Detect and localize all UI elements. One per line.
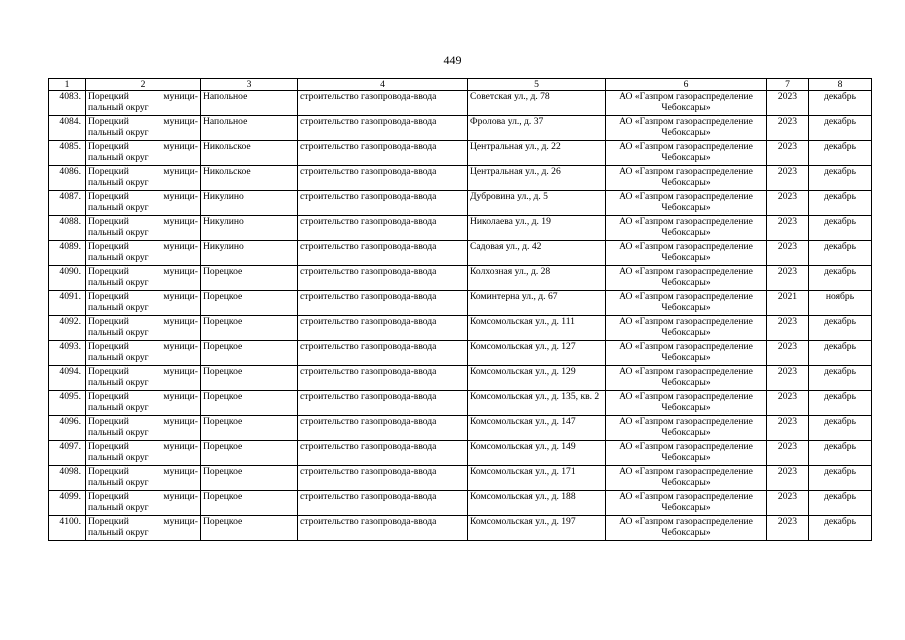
address-cell: Фролова ул., д. 37: [468, 116, 606, 141]
district-cell: [86, 341, 201, 366]
work-type-cell: строительство газопровода-ввода: [298, 241, 468, 266]
month-cell: декабрь: [809, 466, 872, 491]
table-row: [49, 391, 872, 416]
year-cell: 2023: [767, 341, 809, 366]
organization-name: АО «Газпром газораспределение: [619, 466, 753, 477]
year-cell: 2023: [767, 216, 809, 241]
month-cell: декабрь: [809, 141, 872, 166]
table-row: [49, 466, 872, 491]
district-word-part: муници-: [163, 241, 198, 252]
organization-cell: [606, 416, 767, 441]
table-row: [49, 216, 872, 241]
work-type-cell: строительство газопровода-ввода: [298, 416, 468, 441]
table-row: [49, 241, 872, 266]
district-cell: [86, 241, 201, 266]
row-number: 4099.: [49, 491, 86, 516]
organization-cell: [606, 91, 767, 116]
organization-name: АО «Газпром газораспределение: [619, 141, 753, 152]
row-number: 4092.: [49, 316, 86, 341]
table-row: [49, 166, 872, 191]
district-cell: [86, 391, 201, 416]
village-cell: Никулино: [201, 241, 298, 266]
district-word-rest: пальный округ: [88, 102, 149, 113]
month-cell: декабрь: [809, 516, 872, 541]
village-cell: Напольное: [201, 91, 298, 116]
month-cell: декабрь: [809, 241, 872, 266]
month-cell: декабрь: [809, 391, 872, 416]
year-cell: 2023: [767, 416, 809, 441]
district-name: Порецкий: [88, 316, 129, 327]
district-cell: [86, 191, 201, 216]
month-cell: декабрь: [809, 266, 872, 291]
organization-name: АО «Газпром газораспределение: [619, 416, 753, 427]
column-header: 5: [468, 79, 606, 91]
district-cell: [86, 316, 201, 341]
work-type-cell: строительство газопровода-ввода: [298, 91, 468, 116]
address-cell: Центральная ул., д. 22: [468, 141, 606, 166]
work-type-cell: строительство газопровода-ввода: [298, 466, 468, 491]
column-header: 6: [606, 79, 767, 91]
organization-city: Чебоксары»: [661, 477, 711, 488]
organization-cell: [606, 466, 767, 491]
village-cell: Порецкое: [201, 466, 298, 491]
district-cell: [86, 141, 201, 166]
row-number: 4097.: [49, 441, 86, 466]
organization-city: Чебоксары»: [661, 327, 711, 338]
address-cell: Николаева ул., д. 19: [468, 216, 606, 241]
column-header: 3: [201, 79, 298, 91]
work-type-cell: строительство газопровода-ввода: [298, 266, 468, 291]
gas-works-table: [48, 78, 872, 541]
organization-city: Чебоксары»: [661, 252, 711, 263]
row-number: 4094.: [49, 366, 86, 391]
page-number: 449: [443, 53, 462, 67]
row-number: 4098.: [49, 466, 86, 491]
district-word-part: муници-: [163, 366, 198, 377]
table-row: [49, 441, 872, 466]
organization-city: Чебоксары»: [661, 152, 711, 163]
organization-city: Чебоксары»: [661, 177, 711, 188]
district-word-part: муници-: [163, 216, 198, 227]
year-cell: 2023: [767, 491, 809, 516]
work-type-cell: строительство газопровода-ввода: [298, 166, 468, 191]
organization-city: Чебоксары»: [661, 202, 711, 213]
work-type-cell: строительство газопровода-ввода: [298, 391, 468, 416]
organization-cell: [606, 266, 767, 291]
organization-cell: [606, 391, 767, 416]
row-number: 4086.: [49, 166, 86, 191]
district-cell: [86, 216, 201, 241]
village-cell: Порецкое: [201, 341, 298, 366]
year-cell: 2023: [767, 466, 809, 491]
year-cell: 2023: [767, 441, 809, 466]
address-cell: Коминтерна ул., д. 67: [468, 291, 606, 316]
district-cell: [86, 466, 201, 491]
organization-cell: [606, 441, 767, 466]
district-name: Порецкий: [88, 266, 129, 277]
work-type-cell: строительство газопровода-ввода: [298, 291, 468, 316]
work-type-cell: строительство газопровода-ввода: [298, 316, 468, 341]
table-row: [49, 191, 872, 216]
address-cell: Комсомольская ул., д. 147: [468, 416, 606, 441]
organization-city: Чебоксары»: [661, 352, 711, 363]
month-cell: декабрь: [809, 91, 872, 116]
district-name: Порецкий: [88, 491, 129, 502]
address-cell: Колхозная ул., д. 28: [468, 266, 606, 291]
work-type-cell: строительство газопровода-ввода: [298, 341, 468, 366]
district-word-part: муници-: [163, 491, 198, 502]
district-cell: [86, 116, 201, 141]
table-row: [49, 341, 872, 366]
month-cell: декабрь: [809, 316, 872, 341]
table-row: [49, 266, 872, 291]
address-cell: Садовая ул., д. 42: [468, 241, 606, 266]
table-row: [49, 316, 872, 341]
table-row: [49, 516, 872, 541]
district-cell: [86, 291, 201, 316]
month-cell: декабрь: [809, 366, 872, 391]
district-word-rest: пальный округ: [88, 327, 149, 338]
district-name: Порецкий: [88, 416, 129, 427]
district-word-rest: пальный округ: [88, 527, 149, 538]
organization-name: АО «Газпром газораспределение: [619, 241, 753, 252]
organization-city: Чебоксары»: [661, 377, 711, 388]
month-cell: декабрь: [809, 166, 872, 191]
address-cell: Комсомольская ул., д. 127: [468, 341, 606, 366]
organization-city: Чебоксары»: [661, 402, 711, 413]
organization-city: Чебоксары»: [661, 452, 711, 463]
organization-name: АО «Газпром газораспределение: [619, 266, 753, 277]
address-cell: Комсомольская ул., д. 149: [468, 441, 606, 466]
district-word-part: муници-: [163, 441, 198, 452]
column-header: 7: [767, 79, 809, 91]
organization-city: Чебоксары»: [661, 227, 711, 238]
organization-name: АО «Газпром газораспределение: [619, 166, 753, 177]
district-word-rest: пальный округ: [88, 177, 149, 188]
district-word-rest: пальный округ: [88, 377, 149, 388]
organization-name: АО «Газпром газораспределение: [619, 116, 753, 127]
village-cell: Порецкое: [201, 391, 298, 416]
village-cell: Порецкое: [201, 366, 298, 391]
address-cell: Комсомольская ул., д. 188: [468, 491, 606, 516]
district-word-rest: пальный округ: [88, 152, 149, 163]
district-cell: [86, 166, 201, 191]
organization-name: АО «Газпром газораспределение: [619, 316, 753, 327]
organization-cell: [606, 166, 767, 191]
organization-city: Чебоксары»: [661, 127, 711, 138]
table-row: [49, 141, 872, 166]
village-cell: Порецкое: [201, 416, 298, 441]
district-name: Порецкий: [88, 516, 129, 527]
work-type-cell: строительство газопровода-ввода: [298, 141, 468, 166]
row-number: 4083.: [49, 91, 86, 116]
district-word-part: муници-: [163, 91, 198, 102]
district-cell: [86, 366, 201, 391]
work-type-cell: строительство газопровода-ввода: [298, 516, 468, 541]
year-cell: 2023: [767, 141, 809, 166]
address-cell: Дубровина ул., д. 5: [468, 191, 606, 216]
row-number: 4090.: [49, 266, 86, 291]
district-word-rest: пальный округ: [88, 402, 149, 413]
table-row: [49, 116, 872, 141]
organization-cell: [606, 141, 767, 166]
village-cell: Порецкое: [201, 316, 298, 341]
district-name: Порецкий: [88, 441, 129, 452]
district-name: Порецкий: [88, 366, 129, 377]
district-word-part: муници-: [163, 391, 198, 402]
year-cell: 2023: [767, 91, 809, 116]
month-cell: декабрь: [809, 441, 872, 466]
village-cell: Никулино: [201, 216, 298, 241]
organization-city: Чебоксары»: [661, 427, 711, 438]
row-number: 4087.: [49, 191, 86, 216]
month-cell: декабрь: [809, 491, 872, 516]
organization-name: АО «Газпром газораспределение: [619, 191, 753, 202]
village-cell: Порецкое: [201, 491, 298, 516]
village-cell: Никольское: [201, 166, 298, 191]
organization-name: АО «Газпром газораспределение: [619, 391, 753, 402]
month-cell: декабрь: [809, 216, 872, 241]
row-number: 4088.: [49, 216, 86, 241]
district-cell: [86, 441, 201, 466]
organization-city: Чебоксары»: [661, 102, 711, 113]
district-word-rest: пальный округ: [88, 302, 149, 313]
organization-cell: [606, 241, 767, 266]
row-number: 4089.: [49, 241, 86, 266]
month-cell: ноябрь: [809, 291, 872, 316]
district-word-rest: пальный округ: [88, 227, 149, 238]
district-name: Порецкий: [88, 116, 129, 127]
year-cell: 2023: [767, 316, 809, 341]
row-number: 4096.: [49, 416, 86, 441]
district-word-rest: пальный округ: [88, 427, 149, 438]
organization-name: АО «Газпром газораспределение: [619, 91, 753, 102]
year-cell: 2023: [767, 191, 809, 216]
organization-cell: [606, 291, 767, 316]
row-number: 4084.: [49, 116, 86, 141]
village-cell: Напольное: [201, 116, 298, 141]
table-row: [49, 491, 872, 516]
column-header: 2: [86, 79, 201, 91]
organization-cell: [606, 366, 767, 391]
village-cell: Порецкое: [201, 441, 298, 466]
row-number: 4091.: [49, 291, 86, 316]
year-cell: 2023: [767, 516, 809, 541]
organization-city: Чебоксары»: [661, 277, 711, 288]
district-word-rest: пальный округ: [88, 277, 149, 288]
row-number: 4100.: [49, 516, 86, 541]
work-type-cell: строительство газопровода-ввода: [298, 216, 468, 241]
organization-cell: [606, 316, 767, 341]
district-word-part: муници-: [163, 141, 198, 152]
organization-city: Чебоксары»: [661, 502, 711, 513]
work-type-cell: строительство газопровода-ввода: [298, 366, 468, 391]
district-word-rest: пальный округ: [88, 127, 149, 138]
district-name: Порецкий: [88, 241, 129, 252]
district-cell: [86, 91, 201, 116]
month-cell: декабрь: [809, 416, 872, 441]
district-word-part: муници-: [163, 191, 198, 202]
district-word-part: муници-: [163, 416, 198, 427]
village-cell: Порецкое: [201, 266, 298, 291]
year-cell: 2023: [767, 166, 809, 191]
work-type-cell: строительство газопровода-ввода: [298, 191, 468, 216]
column-header: 1: [49, 79, 86, 91]
organization-city: Чебоксары»: [661, 302, 711, 313]
district-name: Порецкий: [88, 341, 129, 352]
organization-cell: [606, 341, 767, 366]
village-cell: Никольское: [201, 141, 298, 166]
address-cell: Советская ул., д. 78: [468, 91, 606, 116]
district-word-part: муници-: [163, 266, 198, 277]
organization-name: АО «Газпром газораспределение: [619, 341, 753, 352]
column-header: 4: [298, 79, 468, 91]
village-cell: Порецкое: [201, 291, 298, 316]
district-cell: [86, 491, 201, 516]
work-type-cell: строительство газопровода-ввода: [298, 491, 468, 516]
address-cell: Комсомольская ул., д. 171: [468, 466, 606, 491]
district-name: Порецкий: [88, 166, 129, 177]
address-cell: Комсомольская ул., д. 111: [468, 316, 606, 341]
table-row: [49, 366, 872, 391]
column-header: 8: [809, 79, 872, 91]
village-cell: Порецкое: [201, 516, 298, 541]
district-word-part: муници-: [163, 341, 198, 352]
district-word-part: муници-: [163, 291, 198, 302]
district-cell: [86, 416, 201, 441]
organization-name: АО «Газпром газораспределение: [619, 216, 753, 227]
organization-cell: [606, 116, 767, 141]
district-word-part: муници-: [163, 316, 198, 327]
district-word-part: муници-: [163, 516, 198, 527]
month-cell: декабрь: [809, 191, 872, 216]
table-body: [49, 91, 872, 541]
district-name: Порецкий: [88, 291, 129, 302]
district-word-rest: пальный округ: [88, 352, 149, 363]
address-cell: Комсомольская ул., д. 135, кв. 2: [468, 391, 606, 416]
organization-name: АО «Газпром газораспределение: [619, 491, 753, 502]
district-word-rest: пальный округ: [88, 202, 149, 213]
organization-cell: [606, 191, 767, 216]
district-word-rest: пальный округ: [88, 452, 149, 463]
district-word-part: муници-: [163, 466, 198, 477]
organization-name: АО «Газпром газораспределение: [619, 516, 753, 527]
organization-cell: [606, 491, 767, 516]
table-row: [49, 416, 872, 441]
district-name: Порецкий: [88, 466, 129, 477]
district-name: Порецкий: [88, 216, 129, 227]
district-name: Порецкий: [88, 391, 129, 402]
address-cell: Центральная ул., д. 26: [468, 166, 606, 191]
organization-cell: [606, 516, 767, 541]
district-cell: [86, 266, 201, 291]
table-row: [49, 91, 872, 116]
work-type-cell: строительство газопровода-ввода: [298, 116, 468, 141]
district-name: Порецкий: [88, 91, 129, 102]
year-cell: 2023: [767, 116, 809, 141]
header-row: [49, 79, 872, 91]
row-number: 4095.: [49, 391, 86, 416]
month-cell: декабрь: [809, 341, 872, 366]
address-cell: Комсомольская ул., д. 197: [468, 516, 606, 541]
year-cell: 2023: [767, 391, 809, 416]
row-number: 4093.: [49, 341, 86, 366]
district-word-rest: пальный округ: [88, 502, 149, 513]
district-name: Порецкий: [88, 191, 129, 202]
organization-name: АО «Газпром газораспределение: [619, 291, 753, 302]
district-name: Порецкий: [88, 141, 129, 152]
year-cell: 2023: [767, 241, 809, 266]
year-cell: 2021: [767, 291, 809, 316]
work-type-cell: строительство газопровода-ввода: [298, 441, 468, 466]
district-word-rest: пальный округ: [88, 477, 149, 488]
month-cell: декабрь: [809, 116, 872, 141]
organization-cell: [606, 216, 767, 241]
row-number: 4085.: [49, 141, 86, 166]
year-cell: 2023: [767, 266, 809, 291]
organization-name: АО «Газпром газораспределение: [619, 441, 753, 452]
year-cell: 2023: [767, 366, 809, 391]
address-cell: Комсомольская ул., д. 129: [468, 366, 606, 391]
organization-city: Чебоксары»: [661, 527, 711, 538]
organization-name: АО «Газпром газораспределение: [619, 366, 753, 377]
table-row: [49, 291, 872, 316]
district-word-rest: пальный округ: [88, 252, 149, 263]
village-cell: Никулино: [201, 191, 298, 216]
district-word-part: муници-: [163, 116, 198, 127]
district-word-part: муници-: [163, 166, 198, 177]
district-cell: [86, 516, 201, 541]
